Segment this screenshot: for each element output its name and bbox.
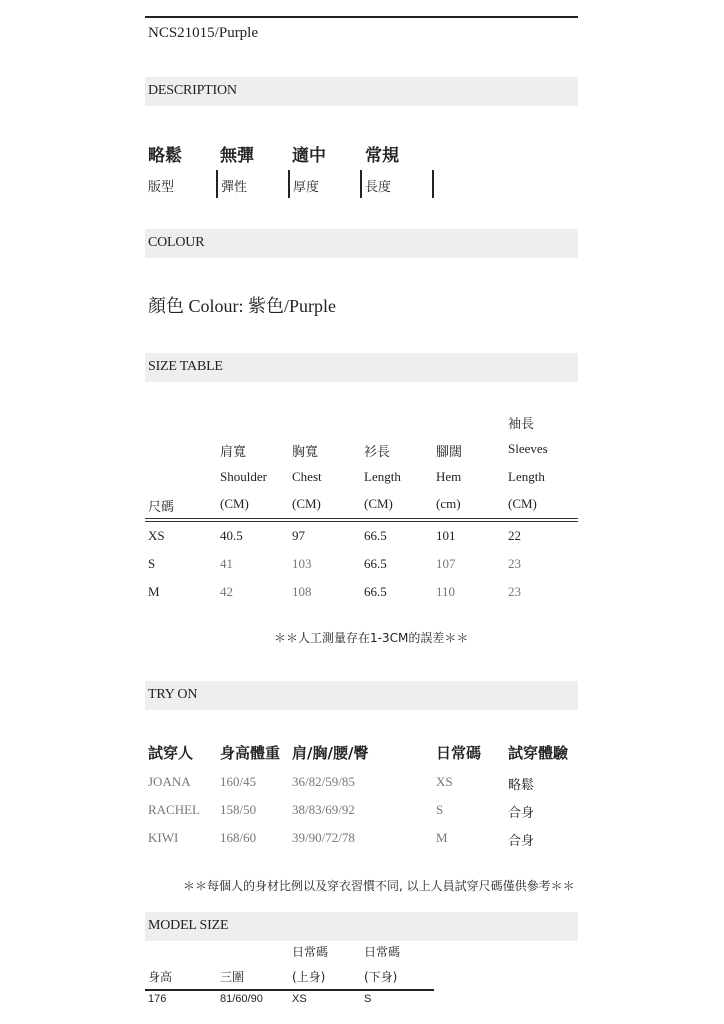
size-column-header: 尺碼 — [148, 500, 175, 515]
fit-value-length: 常規 — [365, 146, 399, 166]
shoulder-cell: 41 — [220, 556, 233, 571]
top-rule — [145, 16, 578, 18]
colour-value: 顏色 Colour: 紫色/Purple — [148, 296, 336, 316]
try-on-cell: 160/45 — [220, 774, 257, 789]
section-try-on — [145, 681, 578, 710]
try-on-cell: 合身 — [508, 834, 535, 849]
fit-label-cut: 版型 — [148, 180, 175, 195]
try-on-header: 試穿體驗 — [508, 744, 569, 762]
section-model-size — [145, 912, 578, 941]
hem-header-en: Hem — [436, 469, 462, 484]
length-header-zh: 衫長 — [364, 445, 391, 460]
fit-divider — [360, 170, 362, 198]
shoulder-header-zh: 肩寬 — [220, 445, 247, 460]
fit-label-stretch: 彈性 — [221, 180, 248, 195]
shoulder-header-unit: (CM) — [220, 496, 249, 511]
fit-value-cut: 略鬆 — [148, 146, 182, 166]
try-on-cell: 略鬆 — [508, 778, 535, 793]
model-header: 三圍 — [220, 970, 245, 984]
size-cell: XS — [148, 528, 165, 543]
fit-divider — [288, 170, 290, 198]
sleeve-header-zh: 袖長 — [508, 417, 535, 432]
table-rule — [145, 518, 578, 519]
try-on-header: 身高體重 — [220, 744, 281, 762]
try-on-cell: KIWI — [148, 830, 179, 845]
try-on-cell: 158/50 — [220, 802, 257, 817]
try-on-cell: 合身 — [508, 806, 535, 821]
model-cell: 176 — [148, 993, 167, 1005]
section-title: COLOUR — [148, 235, 205, 250]
sleeve-cell: 23 — [508, 556, 521, 571]
hem-header-unit: (cm) — [436, 496, 461, 511]
try-on-cell: XS — [436, 774, 453, 789]
try-on-cell: 36/82/59/85 — [292, 774, 355, 789]
section-title: TRY ON — [148, 687, 198, 702]
model-header-top: 日常碼 — [364, 945, 401, 959]
hem-cell: 107 — [436, 556, 456, 571]
try-on-header: 肩/胸/腰/臀 — [292, 744, 369, 762]
shoulder-cell: 40.5 — [220, 528, 243, 543]
try-on-cell: 39/90/72/78 — [292, 830, 355, 845]
fit-value-stretch: 無彈 — [220, 146, 254, 166]
length-header-en: Length — [364, 469, 401, 484]
shoulder-header-en: Shoulder — [220, 469, 267, 484]
model-header: (下身) — [364, 970, 398, 984]
length-cell: 66.5 — [364, 556, 387, 571]
model-cell: S — [364, 993, 372, 1005]
table-rule — [145, 521, 578, 522]
model-header-top: 日常碼 — [292, 945, 329, 959]
fit-value-thickness: 適中 — [292, 146, 326, 166]
try-on-cell: RACHEL — [148, 802, 200, 817]
section-size-table — [145, 353, 578, 382]
shoulder-cell: 42 — [220, 584, 233, 599]
model-header: 身高 — [148, 970, 173, 984]
section-title: DESCRIPTION — [148, 83, 237, 98]
model-header: (上身) — [292, 970, 326, 984]
hem-cell: 101 — [436, 528, 456, 543]
measurement-note: ＊＊人工測量存在1-3CM的誤差＊＊ — [274, 631, 469, 645]
try-on-cell: M — [436, 830, 448, 845]
fit-divider — [432, 170, 434, 198]
fit-divider — [216, 170, 218, 198]
size-cell: M — [148, 584, 160, 599]
sleeve-header-en2: Length — [508, 469, 545, 484]
chest-cell: 103 — [292, 556, 312, 571]
model-table-rule — [145, 989, 434, 991]
sleeve-header-unit: (CM) — [508, 496, 537, 511]
length-cell: 66.5 — [364, 584, 387, 599]
section-description — [145, 77, 578, 106]
chest-cell: 108 — [292, 584, 312, 599]
model-cell: 81/60/90 — [220, 993, 263, 1005]
sleeve-cell: 23 — [508, 584, 521, 599]
chest-cell: 97 — [292, 528, 305, 543]
try-on-cell: JOANA — [148, 774, 191, 789]
try-on-cell: S — [436, 802, 444, 817]
try-on-header: 日常碼 — [436, 744, 482, 762]
hem-header-zh: 腳闊 — [436, 445, 463, 460]
try-on-note: ＊＊每個人的身材比例以及穿衣習慣不同, 以上人員試穿尺碼僅供參考＊＊ — [183, 879, 575, 893]
fit-label-thickness: 厚度 — [293, 180, 320, 195]
product-code: NCS21015/Purple — [148, 25, 259, 41]
hem-cell: 110 — [436, 584, 456, 599]
try-on-cell: 168/60 — [220, 830, 257, 845]
sleeve-cell: 22 — [508, 528, 521, 543]
size-cell: S — [148, 556, 156, 571]
length-cell: 66.5 — [364, 528, 387, 543]
chest-header-zh: 胸寬 — [292, 445, 319, 460]
try-on-header: 試穿人 — [148, 744, 194, 762]
sleeve-header-en: Sleeves — [508, 441, 548, 456]
section-colour — [145, 229, 578, 258]
try-on-cell: 38/83/69/92 — [292, 802, 355, 817]
fit-label-length: 長度 — [365, 180, 392, 195]
section-title: MODEL SIZE — [148, 918, 229, 933]
model-cell: XS — [292, 993, 307, 1005]
length-header-unit: (CM) — [364, 496, 393, 511]
chest-header-en: Chest — [292, 469, 322, 484]
section-title: SIZE TABLE — [148, 359, 223, 374]
chest-header-unit: (CM) — [292, 496, 321, 511]
